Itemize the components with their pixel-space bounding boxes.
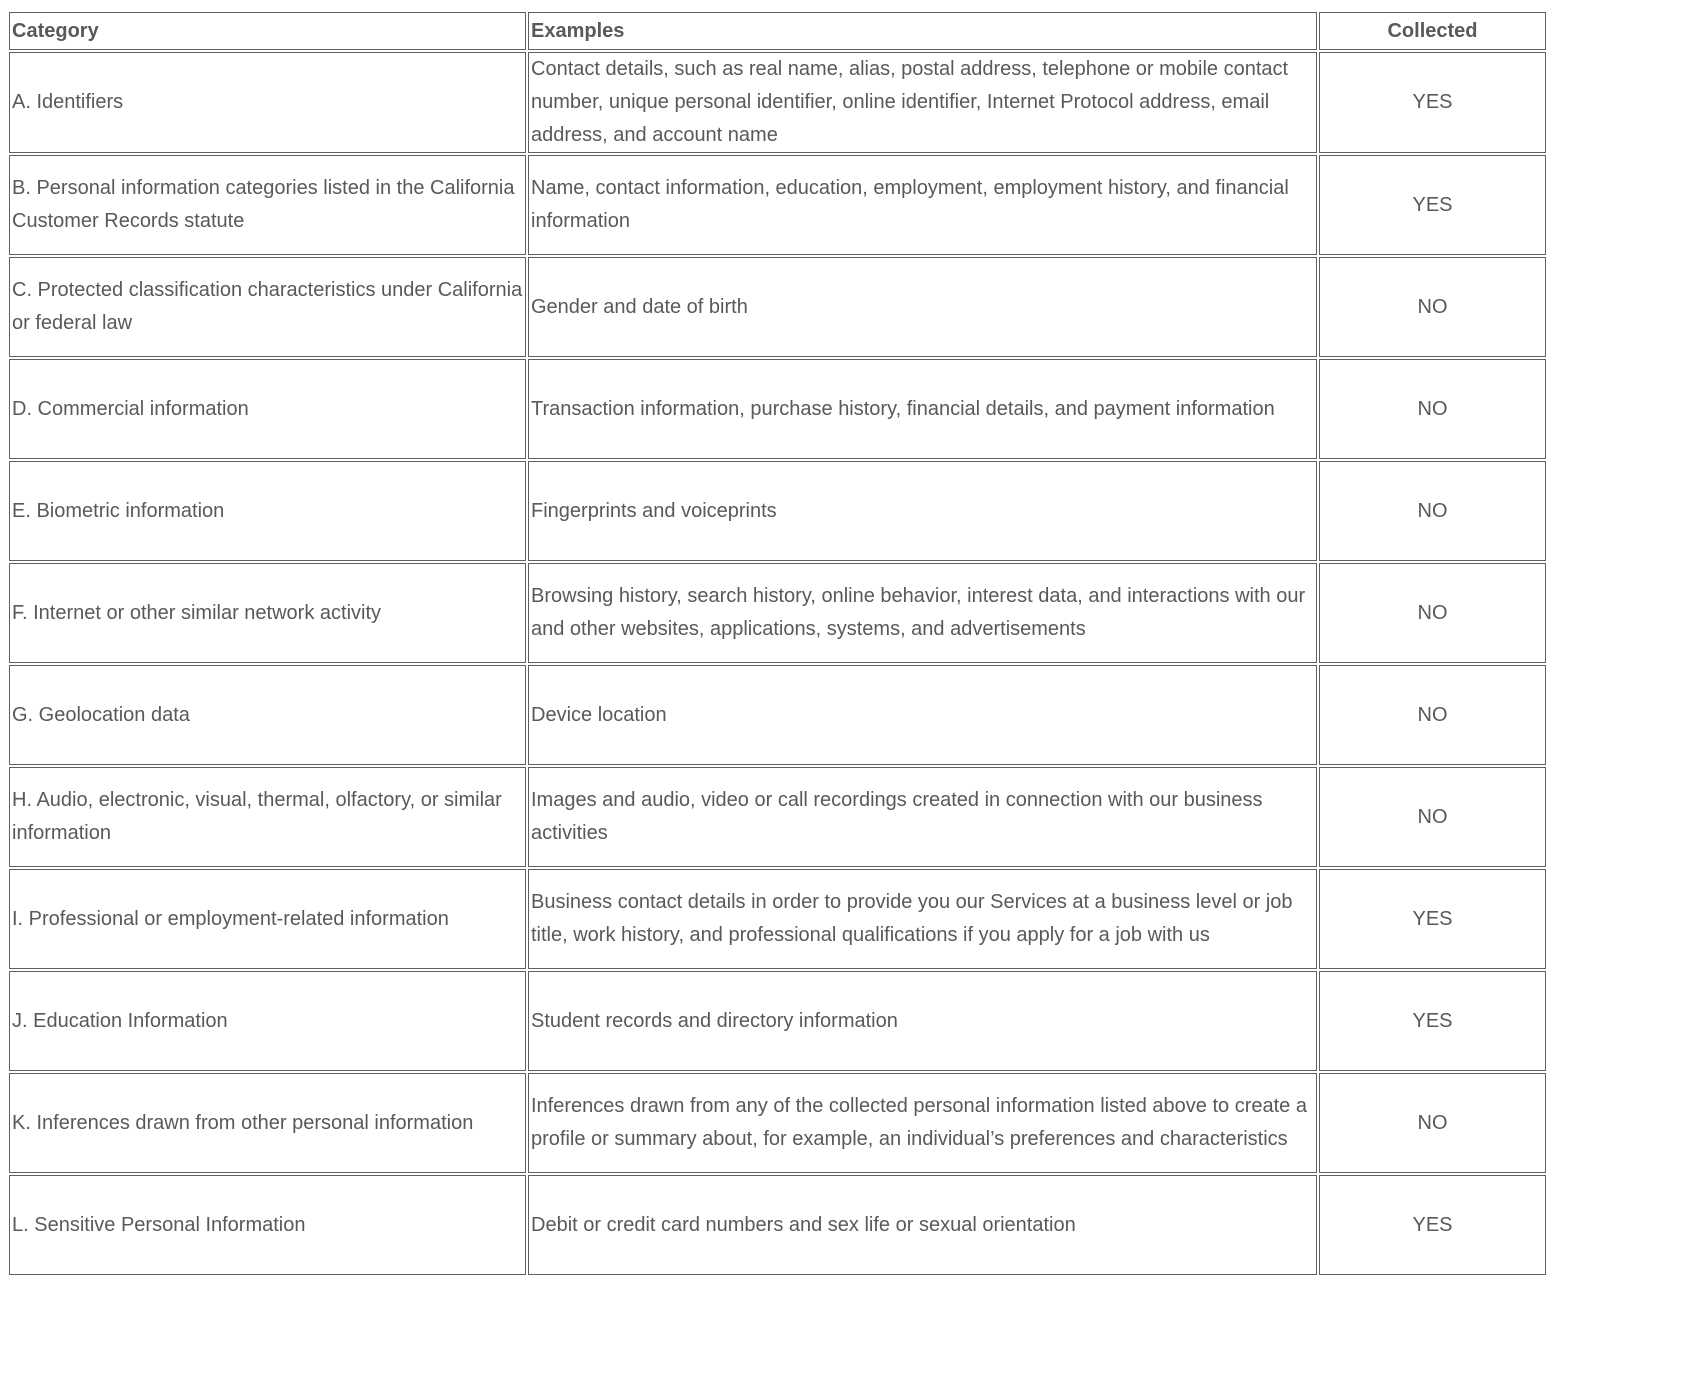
table-row bbox=[9, 155, 1546, 255]
examples-cell: Gender and date of birth bbox=[528, 257, 1317, 357]
collected-column-header: Collected bbox=[1319, 12, 1546, 50]
category-cell: F. Internet or other similar network activity bbox=[9, 563, 526, 663]
category-cell: H. Audio, electronic, visual, thermal, olfactory, or similar information bbox=[9, 767, 526, 867]
table-row bbox=[9, 563, 1546, 663]
examples-cell: Browsing history, search history, online behavior, interest data, and interactions with our and other websites, applications, systems, and advertisements bbox=[528, 563, 1317, 663]
collected-cell: NO bbox=[1319, 767, 1546, 867]
table-row bbox=[9, 1175, 1546, 1275]
table-row bbox=[9, 665, 1546, 765]
table-row bbox=[9, 869, 1546, 969]
table-row bbox=[9, 359, 1546, 459]
category-cell: A. Identifiers bbox=[9, 52, 526, 153]
examples-cell: Business contact details in order to provide you our Services at a business level or job title, work history, and professional qualifications if you apply for a job with us bbox=[528, 869, 1317, 969]
category-cell: G. Geolocation data bbox=[9, 665, 526, 765]
category-cell: D. Commercial information bbox=[9, 359, 526, 459]
examples-cell: Name, contact information, education, employment, employment history, and financial information bbox=[528, 155, 1317, 255]
collected-cell: NO bbox=[1319, 665, 1546, 765]
category-cell: L. Sensitive Personal Information bbox=[9, 1175, 526, 1275]
collected-cell: NO bbox=[1319, 359, 1546, 459]
collected-cell: YES bbox=[1319, 52, 1546, 153]
collected-cell: NO bbox=[1319, 1073, 1546, 1173]
examples-cell: Fingerprints and voiceprints bbox=[528, 461, 1317, 561]
examples-cell: Debit or credit card numbers and sex life or sexual orientation bbox=[528, 1175, 1317, 1275]
table-row bbox=[9, 1073, 1546, 1173]
category-cell: I. Professional or employment-related information bbox=[9, 869, 526, 969]
table-row bbox=[9, 257, 1546, 357]
table-header-row bbox=[9, 12, 1546, 50]
examples-column-header: Examples bbox=[528, 12, 1317, 50]
collected-cell: YES bbox=[1319, 869, 1546, 969]
examples-cell: Student records and directory information bbox=[528, 971, 1317, 1071]
collected-cell: YES bbox=[1319, 1175, 1546, 1275]
collected-cell: YES bbox=[1319, 155, 1546, 255]
table-row bbox=[9, 461, 1546, 561]
category-column-header: Category bbox=[9, 12, 526, 50]
examples-cell: Inferences drawn from any of the collected personal information listed above to create a profile or summary about, for example, an individual’s preferences and characteristics bbox=[528, 1073, 1317, 1173]
collected-cell: YES bbox=[1319, 971, 1546, 1071]
examples-cell: Contact details, such as real name, alias, postal address, telephone or mobile contact number, unique personal identifier, online identifier, Internet Protocol address, email address, and account name bbox=[528, 52, 1317, 153]
category-cell: J. Education Information bbox=[9, 971, 526, 1071]
collected-cell: NO bbox=[1319, 257, 1546, 357]
table-row bbox=[9, 971, 1546, 1071]
category-cell: B. Personal information categories listed in the California Customer Records statute bbox=[9, 155, 526, 255]
category-cell: K. Inferences drawn from other personal information bbox=[9, 1073, 526, 1173]
collected-cell: NO bbox=[1319, 563, 1546, 663]
table-row bbox=[9, 767, 1546, 867]
examples-cell: Images and audio, video or call recordings created in connection with our business activities bbox=[528, 767, 1317, 867]
examples-cell: Transaction information, purchase history, financial details, and payment information bbox=[528, 359, 1317, 459]
table-row bbox=[9, 52, 1546, 153]
collected-cell: NO bbox=[1319, 461, 1546, 561]
category-cell: C. Protected classification characteristics under California or federal law bbox=[9, 257, 526, 357]
examples-cell: Device location bbox=[528, 665, 1317, 765]
personal-info-categories-table-wrapper bbox=[7, 10, 1548, 1277]
category-cell: E. Biometric information bbox=[9, 461, 526, 561]
personal-info-categories-table bbox=[7, 10, 1548, 1277]
